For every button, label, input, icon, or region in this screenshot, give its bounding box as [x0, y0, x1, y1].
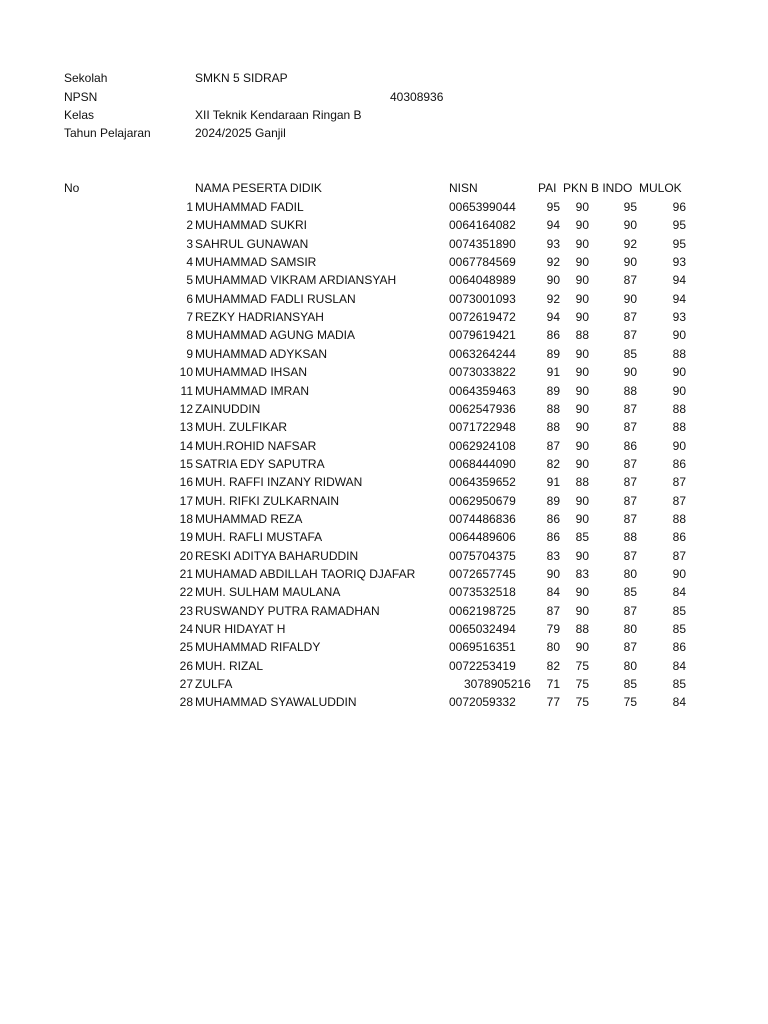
score-mulok: 90 — [672, 384, 686, 398]
score-mulok: 94 — [672, 292, 686, 306]
student-name: MUHAMMAD REZA — [195, 512, 303, 526]
student-name: RESKI ADITYA BAHARUDDIN — [195, 549, 359, 563]
student-nisn: 0065399044 — [449, 200, 516, 214]
student-nisn: 0062950679 — [449, 494, 516, 508]
row-number: 7 — [186, 310, 193, 324]
score-bindo: 87 — [623, 549, 637, 563]
student-nisn: 0067784569 — [449, 255, 516, 269]
score-mulok: 88 — [672, 512, 686, 526]
row-number: 27 — [179, 677, 193, 691]
score-pkn: 88 — [575, 328, 589, 342]
row-number: 19 — [179, 530, 193, 544]
score-pkn: 90 — [575, 273, 589, 287]
header-bindo: B INDO — [591, 181, 633, 195]
npsn-value: 40308936 — [390, 90, 444, 104]
score-mulok: 95 — [672, 237, 686, 251]
score-bindo: 80 — [623, 659, 637, 673]
score-pai: 80 — [546, 640, 560, 654]
student-name: MUHAMMAD VIKRAM ARDIANSYAH — [195, 273, 397, 287]
score-mulok: 90 — [672, 439, 686, 453]
row-number: 18 — [179, 512, 193, 526]
row-number: 22 — [179, 585, 193, 599]
row-number: 10 — [179, 365, 193, 379]
score-bindo: 87 — [623, 494, 637, 508]
score-pai: 84 — [546, 585, 560, 599]
student-name: ZAINUDDIN — [195, 402, 261, 416]
score-pai: 95 — [546, 200, 560, 214]
score-mulok: 84 — [672, 695, 686, 709]
class-label: Kelas — [64, 108, 95, 122]
school-value: SMKN 5 SIDRAP — [195, 71, 288, 85]
score-bindo: 90 — [623, 218, 637, 232]
score-mulok: 87 — [672, 494, 686, 508]
score-bindo: 87 — [623, 420, 637, 434]
score-mulok: 84 — [672, 659, 686, 673]
student-nisn: 0074486836 — [449, 512, 516, 526]
student-name: MUH.ROHID NAFSAR — [195, 439, 317, 453]
student-nisn: 0072253419 — [449, 659, 516, 673]
student-name: MUHAMMAD AGUNG MADIA — [195, 328, 356, 342]
header-name: NAMA PESERTA DIDIK — [195, 181, 322, 195]
score-bindo: 90 — [623, 292, 637, 306]
score-pai: 86 — [546, 328, 560, 342]
score-pai: 89 — [546, 347, 560, 361]
score-pai: 79 — [546, 622, 560, 636]
student-name: MUHAMMAD FADIL — [195, 200, 304, 214]
score-pkn: 90 — [575, 292, 589, 306]
score-bindo: 86 — [623, 439, 637, 453]
score-pai: 89 — [546, 384, 560, 398]
student-nisn: 0064048989 — [449, 273, 516, 287]
row-number: 4 — [186, 255, 193, 269]
score-mulok: 86 — [672, 530, 686, 544]
class-value: XII Teknik Kendaraan Ringan B — [195, 108, 362, 122]
row-number: 16 — [179, 475, 193, 489]
score-pai: 90 — [546, 273, 560, 287]
score-bindo: 87 — [623, 273, 637, 287]
score-mulok: 88 — [672, 420, 686, 434]
score-mulok: 95 — [672, 218, 686, 232]
score-bindo: 95 — [623, 200, 637, 214]
student-name: REZKY HADRIANSYAH — [195, 310, 324, 324]
student-name: MUHAMAD ABDILLAH TAORIQ DJAFAR — [195, 567, 416, 581]
score-pkn: 90 — [575, 604, 589, 618]
row-number: 28 — [179, 695, 193, 709]
score-pkn: 75 — [575, 659, 589, 673]
row-number: 25 — [179, 640, 193, 654]
student-nisn: 0072619472 — [449, 310, 516, 324]
student-nisn: 0064359463 — [449, 384, 516, 398]
student-name: MUHAMMAD SYAWALUDDIN — [195, 695, 357, 709]
row-number: 13 — [179, 420, 193, 434]
score-pkn: 90 — [575, 255, 589, 269]
score-bindo: 87 — [623, 457, 637, 471]
score-mulok: 93 — [672, 310, 686, 324]
score-pkn: 90 — [575, 218, 589, 232]
row-number: 15 — [179, 457, 193, 471]
student-nisn: 0079619421 — [449, 328, 516, 342]
score-pai: 94 — [546, 218, 560, 232]
row-number: 3 — [186, 237, 193, 251]
student-name: MUH. RIZAL — [195, 659, 264, 673]
score-pai: 82 — [546, 457, 560, 471]
score-pai: 82 — [546, 659, 560, 673]
score-pkn: 75 — [575, 695, 589, 709]
score-mulok: 84 — [672, 585, 686, 599]
score-pkn: 90 — [575, 200, 589, 214]
student-name: MUH. ZULFIKAR — [195, 420, 288, 434]
row-number: 23 — [179, 604, 193, 618]
score-pkn: 90 — [575, 384, 589, 398]
student-nisn: 0069516351 — [449, 640, 516, 654]
score-mulok: 87 — [672, 475, 686, 489]
school-label: Sekolah — [64, 71, 108, 85]
header-pai: PAI — [538, 181, 557, 195]
student-nisn: 0073532518 — [449, 585, 516, 599]
score-mulok: 90 — [672, 328, 686, 342]
score-mulok: 90 — [672, 567, 686, 581]
score-mulok: 85 — [672, 622, 686, 636]
student-name: MUHAMMAD SAMSIR — [195, 255, 317, 269]
score-pkn: 90 — [575, 420, 589, 434]
student-name: MUHAMMAD SUKRI — [195, 218, 308, 232]
score-pkn: 85 — [575, 530, 589, 544]
score-pkn: 90 — [575, 640, 589, 654]
student-name: ZULFA — [195, 677, 233, 691]
score-mulok: 88 — [672, 402, 686, 416]
row-number: 2 — [186, 218, 193, 232]
score-mulok: 93 — [672, 255, 686, 269]
student-name: NUR HIDAYAT H — [195, 622, 286, 636]
student-nisn: 0062547936 — [449, 402, 516, 416]
score-pai: 88 — [546, 402, 560, 416]
student-nisn: 0064164082 — [449, 218, 516, 232]
score-pkn: 90 — [575, 549, 589, 563]
row-number: 21 — [179, 567, 193, 581]
student-name: MUH. RIFKI ZULKARNAIN — [195, 494, 340, 508]
student-nisn: 0068444090 — [449, 457, 516, 471]
score-pai: 94 — [546, 310, 560, 324]
row-number: 5 — [186, 273, 193, 287]
score-bindo: 88 — [623, 384, 637, 398]
row-number: 20 — [179, 549, 193, 563]
score-bindo: 88 — [623, 530, 637, 544]
student-nisn: 0075704375 — [449, 549, 516, 563]
score-mulok: 88 — [672, 347, 686, 361]
row-number: 8 — [186, 328, 193, 342]
score-pai: 91 — [546, 475, 560, 489]
score-pai: 88 — [546, 420, 560, 434]
header-nisn: NISN — [449, 181, 478, 195]
student-name: MUHAMMAD IHSAN — [195, 365, 308, 379]
row-number: 14 — [179, 439, 193, 453]
score-pkn: 88 — [575, 475, 589, 489]
score-bindo: 87 — [623, 604, 637, 618]
score-bindo: 85 — [623, 347, 637, 361]
score-bindo: 85 — [623, 585, 637, 599]
score-pai: 86 — [546, 512, 560, 526]
score-pai: 71 — [546, 677, 560, 691]
score-pai: 86 — [546, 530, 560, 544]
student-nisn: 0064489606 — [449, 530, 516, 544]
score-bindo: 87 — [623, 512, 637, 526]
student-name: MUHAMMAD RIFALDY — [195, 640, 321, 654]
score-pai: 83 — [546, 549, 560, 563]
score-pai: 77 — [546, 695, 560, 709]
score-mulok: 94 — [672, 273, 686, 287]
student-nisn: 0063264244 — [449, 347, 516, 361]
score-bindo: 87 — [623, 310, 637, 324]
student-nisn: 0062924108 — [449, 439, 516, 453]
score-pkn: 90 — [575, 347, 589, 361]
score-pkn: 90 — [575, 512, 589, 526]
score-pkn: 90 — [575, 439, 589, 453]
score-pkn: 90 — [575, 402, 589, 416]
student-name: MUHAMMAD ADYKSAN — [195, 347, 328, 361]
score-pai: 92 — [546, 255, 560, 269]
student-nisn: 0073001093 — [449, 292, 516, 306]
score-bindo: 87 — [623, 640, 637, 654]
score-pkn: 90 — [575, 457, 589, 471]
score-pai: 89 — [546, 494, 560, 508]
score-bindo: 85 — [623, 677, 637, 691]
score-bindo: 80 — [623, 567, 637, 581]
student-name: SAHRUL GUNAWAN — [195, 237, 309, 251]
score-pai: 91 — [546, 365, 560, 379]
header-mulok: MULOK — [639, 181, 682, 195]
row-number: 11 — [180, 384, 193, 398]
row-number: 17 — [179, 494, 193, 508]
student-name: MUH. RAFFI INZANY RIDWAN — [195, 475, 363, 489]
score-pkn: 75 — [575, 677, 589, 691]
student-name: MUHAMMAD FADLI RUSLAN — [195, 292, 356, 306]
year-value: 2024/2025 Ganjil — [195, 126, 286, 140]
score-pkn: 90 — [575, 310, 589, 324]
score-pai: 90 — [546, 567, 560, 581]
student-nisn: 3078905216 — [464, 677, 531, 691]
score-mulok: 85 — [672, 677, 686, 691]
row-number: 6 — [186, 292, 193, 306]
score-bindo: 80 — [623, 622, 637, 636]
score-bindo: 87 — [623, 475, 637, 489]
student-nisn: 0065032494 — [449, 622, 516, 636]
row-number: 9 — [186, 347, 193, 361]
row-number: 1 — [186, 200, 193, 214]
student-nisn: 0071722948 — [449, 420, 516, 434]
student-name: MUH. RAFLI MUSTAFA — [195, 530, 323, 544]
score-mulok: 96 — [672, 200, 686, 214]
student-nisn: 0074351890 — [449, 237, 516, 251]
student-name: MUH. SULHAM MAULANA — [195, 585, 341, 599]
score-pai: 87 — [546, 439, 560, 453]
row-number: 26 — [179, 659, 193, 673]
score-mulok: 86 — [672, 457, 686, 471]
student-name: RUSWANDY PUTRA RAMADHAN — [195, 604, 380, 618]
score-mulok: 86 — [672, 640, 686, 654]
student-nisn: 0064359652 — [449, 475, 516, 489]
student-name: MUHAMMAD IMRAN — [195, 384, 309, 398]
header-pkn: PKN — [563, 181, 588, 195]
score-bindo: 87 — [623, 328, 637, 342]
score-pai: 92 — [546, 292, 560, 306]
score-bindo: 90 — [623, 255, 637, 269]
row-number: 12 — [179, 402, 193, 416]
score-bindo: 75 — [623, 695, 637, 709]
score-pkn: 90 — [575, 494, 589, 508]
row-number: 24 — [179, 622, 193, 636]
student-name: SATRIA EDY SAPUTRA — [195, 457, 325, 471]
score-mulok: 85 — [672, 604, 686, 618]
score-pkn: 83 — [575, 567, 589, 581]
student-nisn: 0072059332 — [449, 695, 516, 709]
score-mulok: 90 — [672, 365, 686, 379]
score-bindo: 92 — [623, 237, 637, 251]
header-no: No — [64, 181, 80, 195]
score-bindo: 87 — [623, 402, 637, 416]
score-pkn: 90 — [575, 365, 589, 379]
student-nisn: 0072657745 — [449, 567, 516, 581]
score-pai: 87 — [546, 604, 560, 618]
score-mulok: 87 — [672, 549, 686, 563]
score-pkn: 90 — [575, 585, 589, 599]
score-pkn: 90 — [575, 237, 589, 251]
student-nisn: 0073033822 — [449, 365, 516, 379]
student-nisn: 0062198725 — [449, 604, 516, 618]
npsn-label: NPSN — [64, 90, 98, 104]
score-pai: 93 — [546, 237, 560, 251]
year-label: Tahun Pelajaran — [64, 126, 151, 140]
score-pkn: 88 — [575, 622, 589, 636]
score-bindo: 90 — [623, 365, 637, 379]
